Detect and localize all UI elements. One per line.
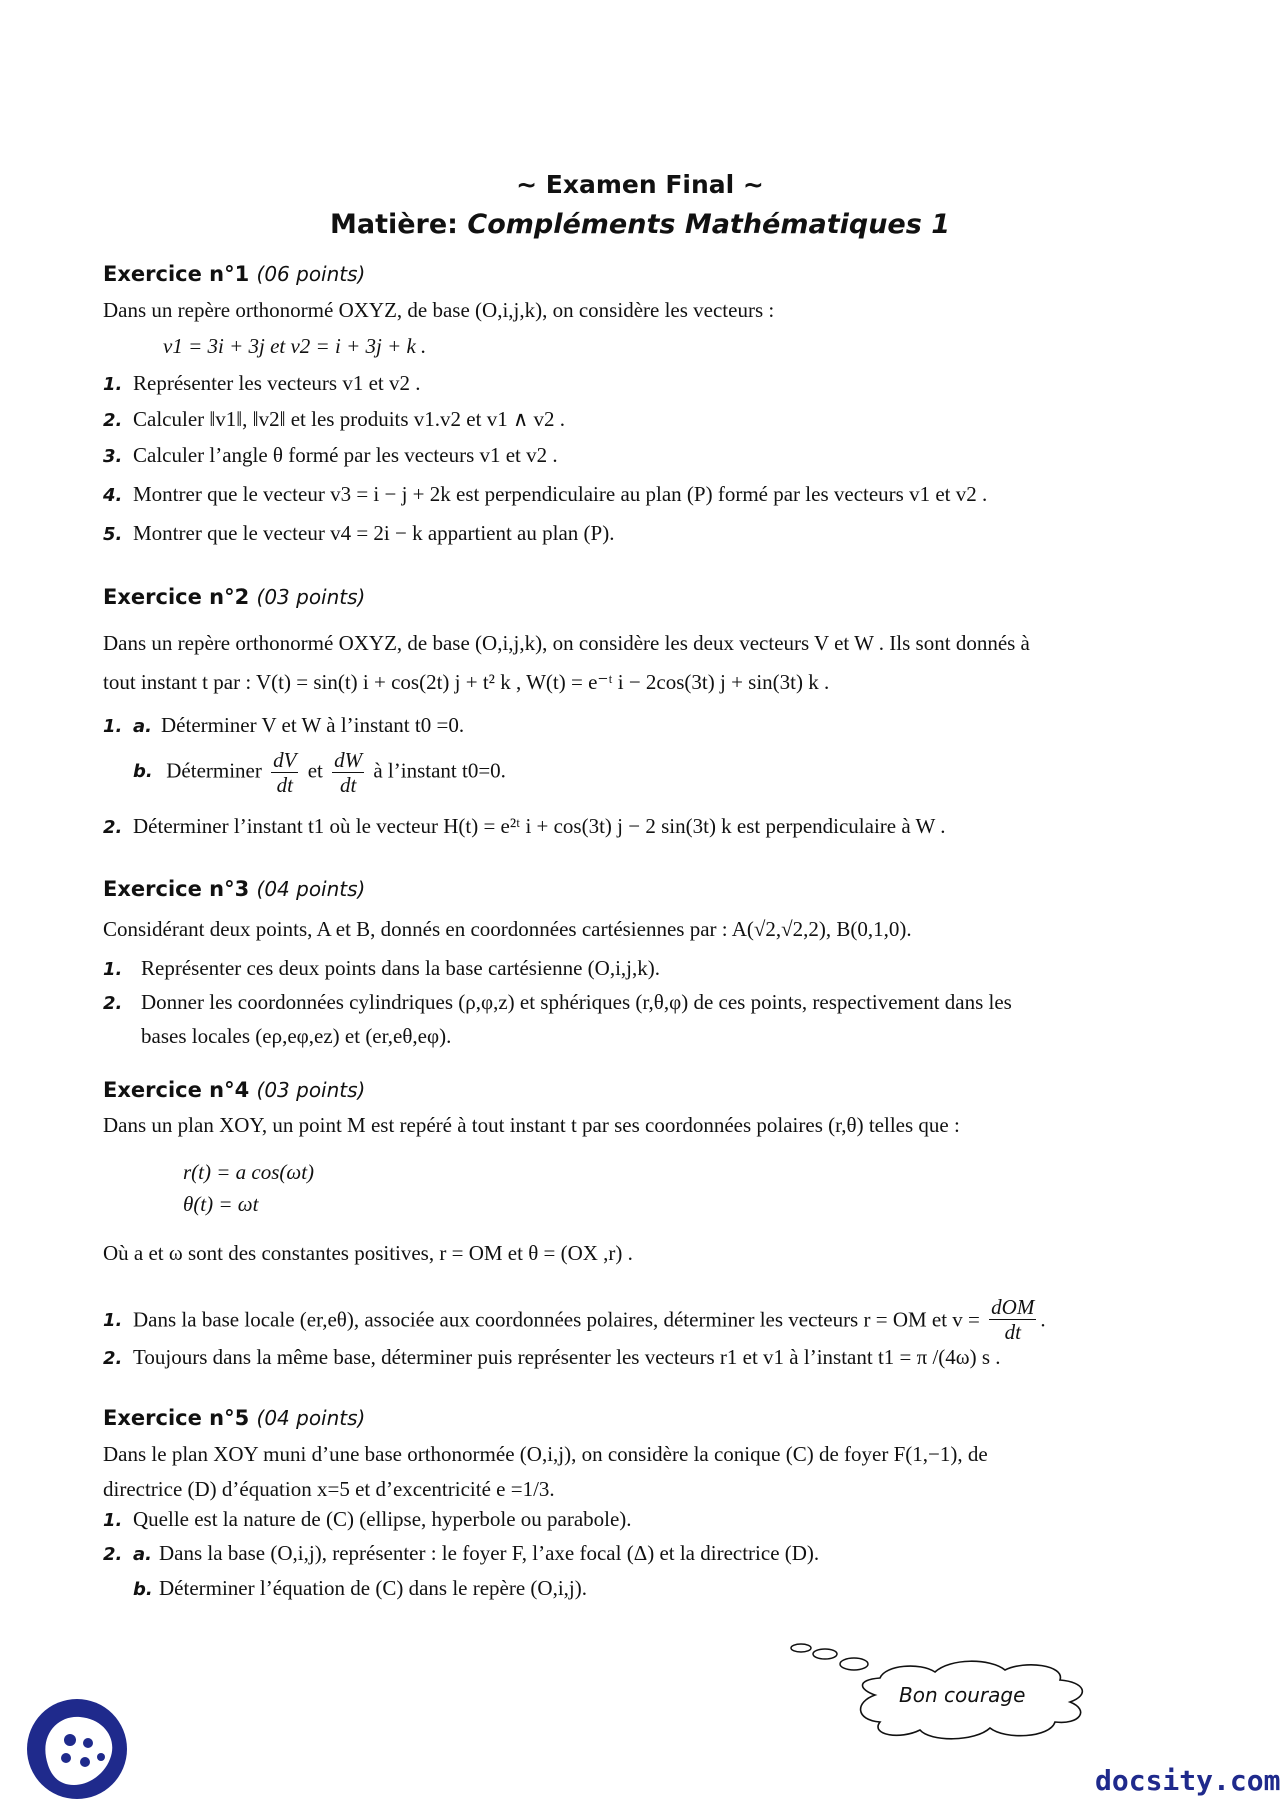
exercise-4-eq-theta: θ(t) = ωt [183,1192,259,1216]
exercise-3-q2-cont: bases locales (eρ,eφ,ez) et (er,eθ,eφ). [141,1024,452,1048]
exercise-5-heading [103,1406,365,1430]
exercise-4-q2 [103,1345,1001,1370]
exercise-4-title: Exercice n°4 [103,1078,250,1102]
bubble-dot [791,1644,811,1652]
subject-name: Compléments Mathématiques 1 [467,209,950,240]
subject-title [0,209,1280,240]
fraction-numerator: dOM [991,1295,1035,1319]
exercise-2-intro: Dans un repère orthonormé OXYZ, de base (O,i,j,k), on considère les deux vecteurs V et W . Ils sont donnés à [103,631,1030,655]
fraction-numerator: dW [334,748,363,772]
sub-question-letter: a. [133,1544,152,1565]
fraction-denominator: dt [339,773,357,797]
exercise-1-intro: Dans un repère orthonormé OXYZ, de base (O,i,j,k), on considère les vecteurs : [103,298,775,322]
exercise-2-q1a [103,713,464,738]
exercise-1-heading [103,262,365,286]
question-number: 3. [103,446,123,467]
bon-courage-text: Bon courage [899,1683,1026,1707]
question-number: 2. [103,1348,123,1369]
question-text: Toujours dans la même base, déterminer puis représenter les vecteurs r1 et v1 à l’instant t1 = π /(4ω) s . [133,1345,1001,1369]
question-number: 1. [103,716,123,737]
question-text: à l’instant t0=0. [373,758,506,783]
exercise-1-q1 [103,371,420,396]
question-text: Dans la base locale (er,eθ), associée aux coordonnées polaires, déterminer les vecteurs r = OM et v = [133,1307,980,1332]
question-text: Donner les coordonnées cylindriques (ρ,φ,z) et sphériques (r,θ,φ) de ces points, respectivement dans les [141,990,1012,1014]
bubble-dot [840,1658,868,1670]
exercise-2-points: (03 points) [256,585,366,609]
question-text: Quelle est la nature de (C) (ellipse, hyperbole ou parabole). [133,1507,632,1531]
exercise-3-intro: Considérant deux points, A et B, donnés en coordonnées cartésiennes par : A(√2,√2,2), B(0,1,0). [103,917,912,941]
question-text: Déterminer l’équation de (C) dans le repère (O,i,j). [159,1576,587,1600]
exercise-4-eq-r: r(t) = a cos(ωt) [183,1160,315,1184]
question-text: Montrer que le vecteur v3 = i − j + 2k est perpendiculaire au plan (P) formé par les vecteurs v1 et v2 . [133,482,988,506]
question-text: Montrer que le vecteur v4 = 2i − k appartient au plan (P). [133,521,615,545]
exercise-2-q2 [103,814,946,839]
question-number: 5. [103,524,123,545]
exercise-2-title: Exercice n°2 [103,585,250,609]
question-text: Calculer ‖v1‖, ‖v2‖ et les produits v1.v2 et v1 ∧ v2 . [133,407,566,431]
exercise-4-intro: Dans un plan XOY, un point M est repéré à tout instant t par ses coordonnées polaires (r,θ) telles que : [103,1113,960,1137]
exercise-1-q4 [103,482,987,507]
exercise-5-intro: Dans le plan XOY muni d’une base orthonormée (O,i,j), on considère la conique (C) de foyer F(1,−1), de [103,1442,988,1466]
exam-title: ~ Examen Final ~ [516,170,764,199]
exercise-5-q2a [103,1541,819,1566]
question-number: 1. [103,374,123,395]
exercise-3-title: Exercice n°3 [103,877,250,901]
question-number: 2. [103,817,123,838]
exercise-5-q2b [133,1576,587,1601]
dv-dt-fraction [271,748,298,797]
question-number: 1. [103,1510,123,1531]
docsity-logo-icon [18,1695,136,1803]
question-number: 4. [103,485,123,506]
question-number: 2. [103,410,123,431]
exercise-1-q5 [103,521,614,546]
question-text: Représenter les vecteurs v1 et v2 . [133,371,421,395]
question-text: Dans la base (O,i,j), représenter : le foyer F, l’axe focal (Δ) et la directrice (D). [159,1541,820,1565]
exercise-1-title: Exercice n°1 [103,262,250,286]
question-text: Déterminer V et W à l’instant t0 =0. [161,713,465,737]
sub-question-letter: b. [133,1579,153,1600]
exercise-3-points: (04 points) [256,877,366,901]
question-number: 1. [103,959,123,980]
exercise-5-intro-2: directrice (D) d’équation x=5 et d’excentricité e =1/3. [103,1477,555,1501]
fraction-numerator: dV [273,748,297,772]
exercise-3-heading [103,877,365,901]
question-text: et [307,758,323,783]
exercise-5-q1 [103,1507,632,1532]
exercise-1-vectors: v1 = 3i + 3j et v2 = i + 3j + k . [163,334,427,358]
exercise-1-q3 [103,443,558,468]
exercise-3-q1 [103,956,660,981]
exercise-4-points: (03 points) [256,1078,366,1102]
exercise-3-q2 [103,990,1012,1015]
question-text: Déterminer l’instant t1 où le vecteur H(t) = e²ᵗ i + cos(3t) j − 2 sin(3t) k est perpendiculaire à W . [133,814,946,838]
fraction-denominator: dt [276,773,293,797]
dw-dt-fraction [332,748,364,797]
exercise-4-constants: Où a et ω sont des constantes positives, r = OM et θ = (OX ,r) . [103,1241,633,1265]
exercise-2-intro-2: tout instant t par : V(t) = sin(t) i + cos(2t) j + t² k , W(t) = e⁻ᵗ i − 2cos(3t) j + sin(3t) k . [103,670,830,694]
exercise-4-heading [103,1078,365,1102]
exercise-1-points: (06 points) [256,262,366,286]
exercise-2-q1b [133,748,506,797]
exercise-1-q2 [103,407,565,432]
question-number: 2. [103,993,123,1014]
bubble-dot [813,1649,837,1659]
dom-dt-fraction [989,1295,1036,1344]
question-number: 1. [103,1310,123,1332]
sub-question-letter: b. [133,761,153,783]
docsity-watermark: docsity.com [1095,1764,1280,1797]
fraction-denominator: dt [1004,1320,1021,1344]
question-number: 2. [103,1544,123,1565]
exercise-4-q1: 1. Dans la base locale (er,eθ), associée aux coordonnées polaires, déterminer les vecteurs r = OM et v = $\frac{\text{dOM}}{dt}$ . [103,1295,1046,1344]
subject-label: Matière: [329,209,458,240]
question-text: Déterminer [166,758,262,783]
question-text: Représenter ces deux points dans la base cartésienne (O,i,j,k). [141,956,660,980]
exercise-5-points: (04 points) [256,1406,366,1430]
exercise-2-heading [103,585,365,609]
sub-question-letter: a. [133,716,152,737]
exercise-5-title: Exercice n°5 [103,1406,250,1430]
question-text: Calculer l’angle θ formé par les vecteurs v1 et v2 . [133,443,558,467]
